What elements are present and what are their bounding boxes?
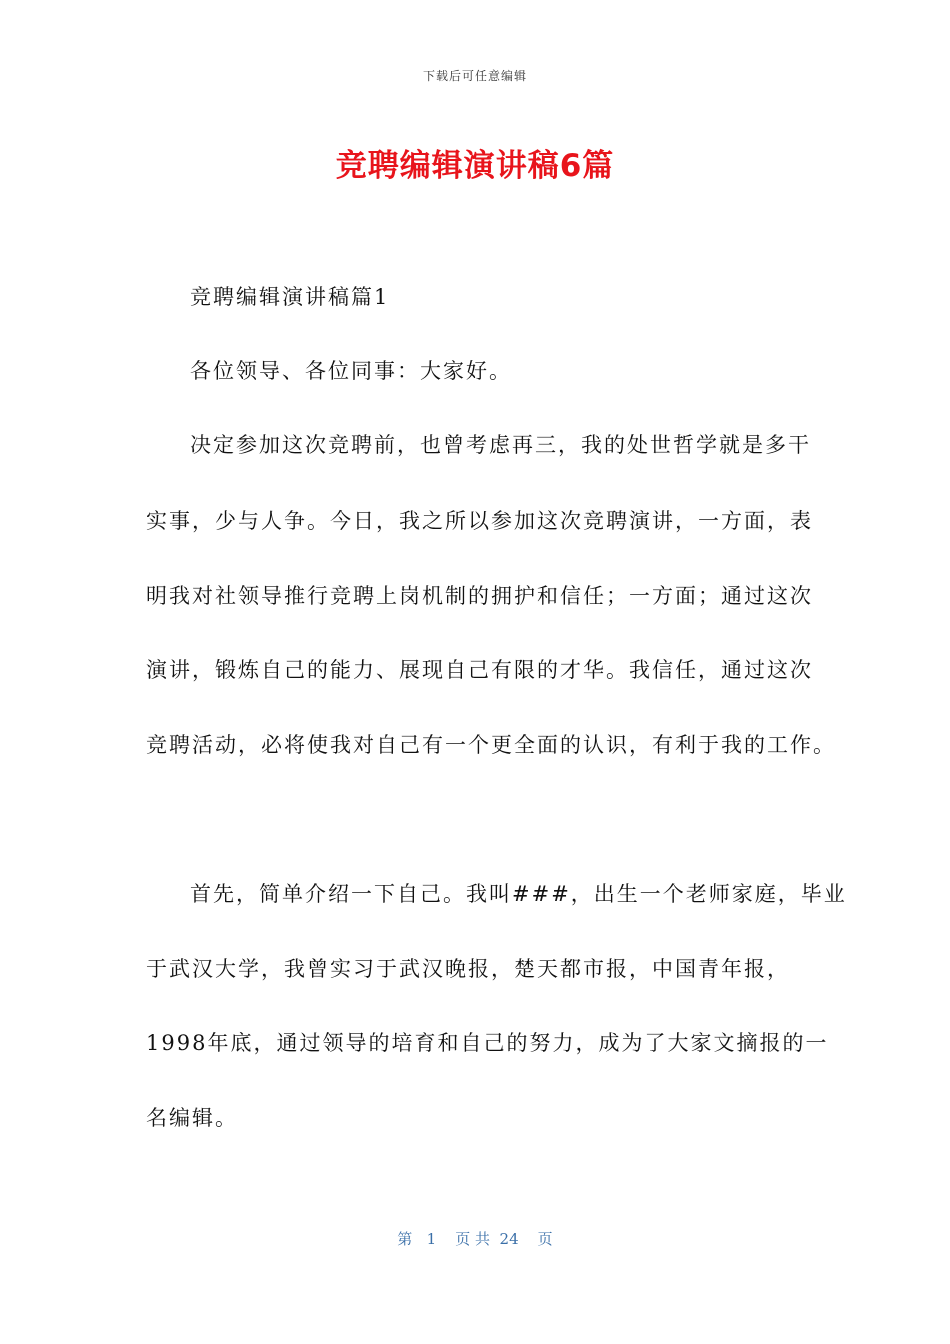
paragraph-line: 于武汉大学，我曾实习于武汉晚报，楚天都市报，中国青年报， [146, 957, 790, 981]
document-title: 竞聘编辑演讲稿6篇 [335, 148, 615, 184]
greeting-line: 各位领导、各位同事：大家好。 [190, 359, 512, 383]
paragraph-line: 1998年底，通过领导的培育和自己的努力，成为了大家文摘报的一 [146, 1031, 829, 1055]
paragraph-line: 明我对社领导推行竞聘上岗机制的拥护和信任；一方面；通过这次 [146, 584, 813, 608]
section-heading: 竞聘编辑演讲稿篇1 [190, 285, 390, 309]
paragraph-line: 首先，简单介绍一下自己。我叫###，出生一个老师家庭，毕业 [190, 882, 847, 906]
header-note: 下载后可任意编辑 [422, 69, 527, 83]
paragraph-line: 竞聘活动，必将使我对自己有一个更全面的认识，有利于我的工作。 [146, 733, 836, 757]
paragraph-line: 实事，少与人争。今日，我之所以参加这次竞聘演讲，一方面，表 [146, 509, 813, 533]
page-footer: 第 1 页 共 24 页 [397, 1230, 553, 1248]
paragraph-line: 名编辑。 [146, 1106, 238, 1130]
paragraph-line: 演讲，锻炼自己的能力、展现自己有限的才华。我信任，通过这次 [146, 658, 813, 682]
paragraph-line: 决定参加这次竞聘前，也曾考虑再三，我的处世哲学就是多干 [190, 433, 811, 457]
